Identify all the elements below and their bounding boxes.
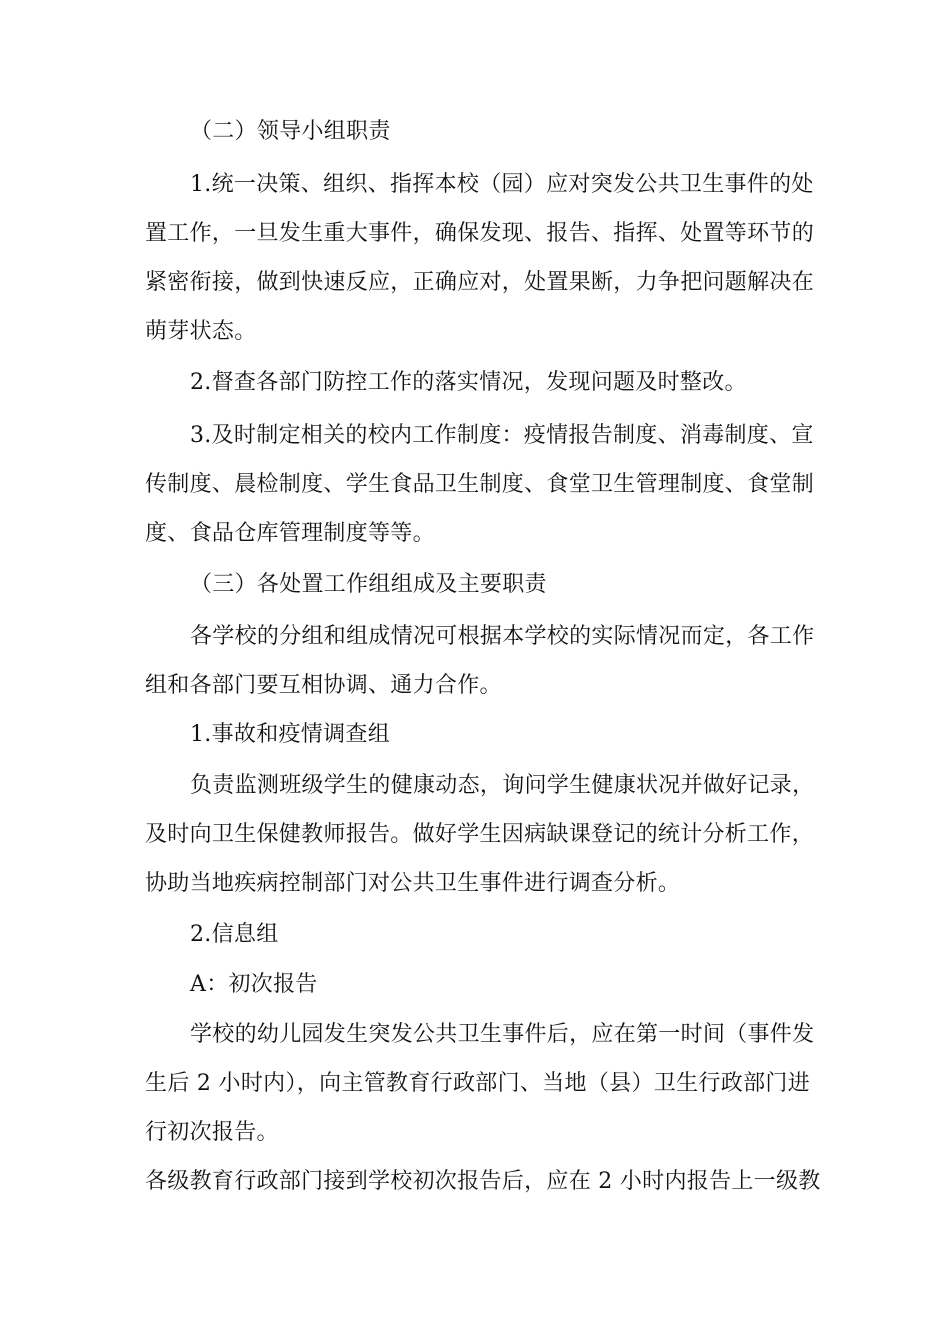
subheading: 1.事故和疫情调查组 — [190, 722, 390, 747]
paragraph-line: 3.及时制定相关的校内工作制度：疫情报告制度、消毒制度、宣 — [190, 423, 814, 448]
paragraph-line: 各级教育行政部门接到学校初次报告后，应在 2 小时内报告上一级教 — [145, 1169, 821, 1194]
subheading: A：初次报告 — [190, 972, 318, 997]
paragraph-line: 学校的幼儿园发生突发公共卫生事件后，应在第一时间（事件发 — [190, 1022, 815, 1047]
section-heading-3: （三）各处置工作组组成及主要职责 — [190, 572, 547, 597]
paragraph-line: 生后 2 小时内），向主管教育行政部门、当地（县）卫生行政部门进 — [145, 1071, 810, 1096]
subheading: 2.信息组 — [190, 922, 279, 947]
paragraph-line: 萌芽状态。 — [145, 319, 257, 344]
paragraph-line: 行初次报告。 — [145, 1120, 279, 1145]
paragraph-line: 度、食品仓库管理制度等等。 — [145, 521, 435, 546]
paragraph-line: 2.督查各部门防控工作的落实情况，发现问题及时整改。 — [190, 370, 747, 395]
paragraph-line: 协助当地疾病控制部门对公共卫生事件进行调查分析。 — [145, 871, 681, 896]
paragraph-line: 组和各部门要互相协调、通力合作。 — [145, 673, 502, 698]
paragraph-line: 传制度、晨检制度、学生食品卫生制度、食堂卫生管理制度、食堂制 — [145, 472, 815, 497]
paragraph-line: 负责监测班级学生的健康动态，询问学生健康状况并做好记录， — [190, 773, 815, 798]
paragraph-line: 置工作，一旦发生重大事件，确保发现、报告、指挥、处置等环节的 — [145, 221, 815, 246]
paragraph-line: 及时向卫生保健教师报告。做好学生因病缺课登记的统计分析工作， — [145, 822, 815, 847]
paragraph-line: 各学校的分组和组成情况可根据本学校的实际情况而定，各工作 — [190, 624, 815, 649]
paragraph-line: 1.统一决策、组织、指挥本校（园）应对突发公共卫生事件的处 — [190, 172, 814, 197]
paragraph-line: 紧密衔接，做到快速反应，正确应对，处置果断，力争把问题解决在 — [145, 270, 815, 295]
section-heading-2: （二）领导小组职责 — [190, 119, 391, 144]
